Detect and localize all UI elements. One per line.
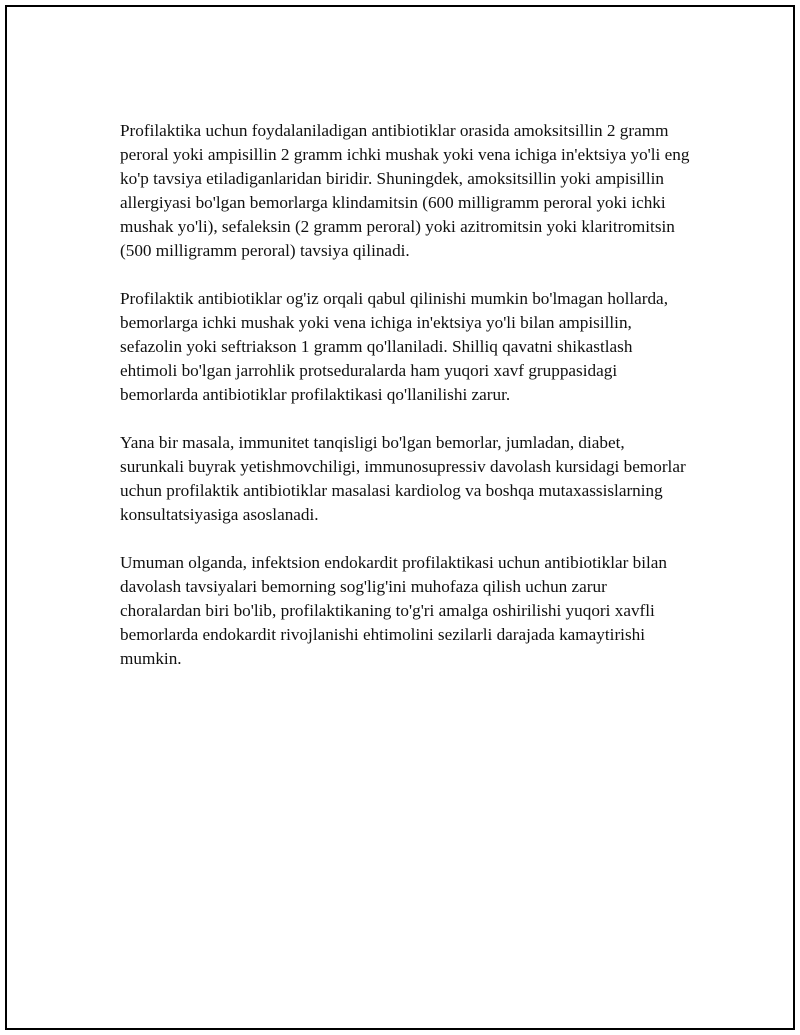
document-page <box>5 5 795 1030</box>
paragraph-3: Yana bir masala, immunitet tanqisligi bo'lgan bemorlar, jumladan, diabet, surunkali buyrak yetishmovchiligi, immunosupressiv davolash kursidagi bemorlar uchun profilaktik antibiotiklar masalasi kardiolog va boshqa mutaxassislarning konsultatsiyasiga asoslanadi. <box>120 433 686 524</box>
paragraph-4: Umuman olganda, infektsion endokardit profilaktikasi uchun antibiotiklar bilan davolash tavsiyalari bemorning sog'lig'ini muhofaza qilish uchun zarur choralardan biri bo'lib, profilaktikaning to'g'ri amalga oshirilishi yuqori xavfli bemorlarda endokardit rivojlanishi ehtimolini sezilarli darajada kamaytirishi mumkin. <box>120 553 668 668</box>
paragraph-2: Profilaktik antibiotiklar og'iz orqali qabul qilinishi mumkin bo'lmagan hollarda, bemorlarga ichki mushak yoki vena ichiga in'ektsiya yo'li bilan ampisillin, sefazolin yoki seftriakson 1 gramm qo'llaniladi. Shilliq qavatni shikastlash ehtimoli bo'lgan jarrohlik protseduralarda ham yuqori xavf gruppasidagi bemorlarda antibiotiklar profilaktikasi qo'llanilishi zarur. <box>120 289 668 404</box>
document-body <box>120 119 690 695</box>
paragraph-1: Profilaktika uchun foydalaniladigan antibiotiklar orasida amoksitsillin 2 gramm peroral yoki ampisillin 2 gramm ichki mushak yoki vena ichiga in'ektsiya yo'li eng ko'p tavsiya etiladiganlaridan biridir. Shuningdek, amoksitsillin yoki ampisillin allergiyasi bo'lgan bemorlarga klindamitsin (600 milligramm peroral yoki ichki mushak yo'li), sefaleksin (2 gramm peroral) yoki azitromitsin yoki klaritromitsin (500 milligramm peroral) tavsiya qilinadi. <box>120 121 690 260</box>
